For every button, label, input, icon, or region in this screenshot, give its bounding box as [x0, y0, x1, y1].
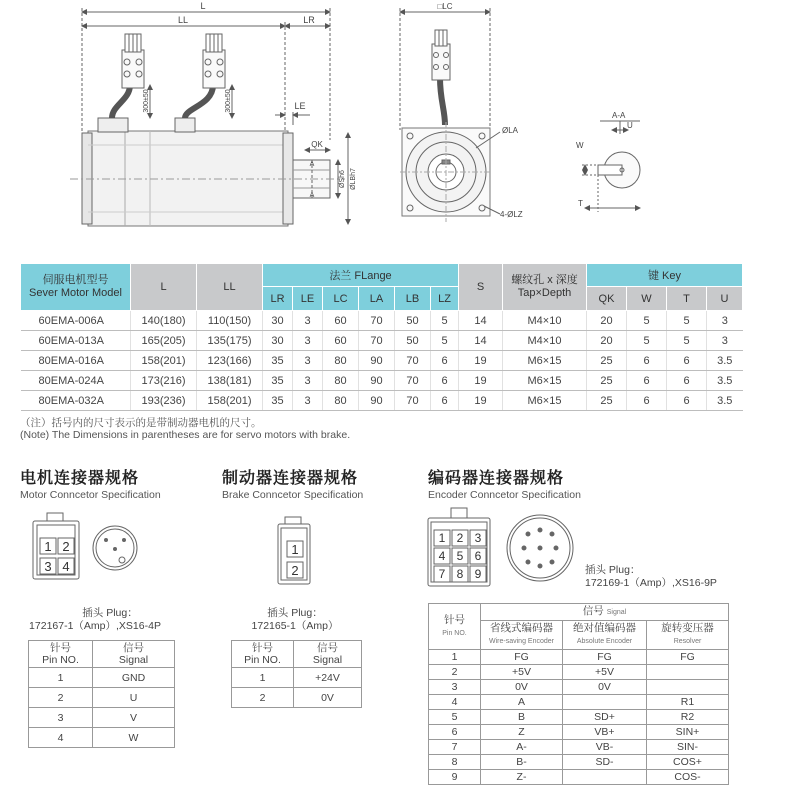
spec-cell: 6 — [431, 351, 459, 371]
pin-row — [232, 688, 362, 708]
encoder-pin-9: 9 — [474, 567, 482, 581]
pin-signal: U — [93, 688, 175, 708]
pin-signal: SD+ — [563, 710, 647, 725]
header-tap-cn: 螺纹孔 x 深度 — [511, 274, 578, 286]
pin-signal — [647, 680, 729, 695]
spec-cell: 19 — [459, 391, 503, 411]
brake-pin-header-cn: 针号 — [252, 642, 273, 654]
spec-cell: 5 — [667, 331, 707, 351]
pin-signal: FG — [647, 650, 729, 665]
motor-pin-header — [29, 641, 93, 668]
encoder-pin-4: 4 — [438, 549, 446, 563]
dim-AA: A-A — [612, 111, 626, 120]
motor-connector-subtitle: Motor Conncetor Specification — [20, 489, 161, 501]
spec-row — [21, 371, 743, 391]
header-key-w: W — [627, 287, 667, 311]
header-model-en: Sever Motor Model — [29, 287, 122, 299]
header-key-t: T — [667, 287, 707, 311]
brake-signal-header-cn: 信号 — [317, 642, 338, 654]
note-en: (Note) The Dimensions in parentheses are for servo motors with brake. — [20, 429, 351, 441]
note-cn: （注）括号内的尺寸表示的是带制动器电机的尺寸。 — [20, 417, 262, 429]
motor-plug-label: 插头 Plug： — [82, 607, 138, 619]
spec-cell: 6 — [667, 371, 707, 391]
cable-length-1: 300±50 — [143, 89, 150, 113]
pin-signal: R2 — [647, 710, 729, 725]
spec-cell: M4×10 — [503, 331, 587, 351]
spec-cell: M6×15 — [503, 371, 587, 391]
dim-LC: □LC — [437, 2, 453, 11]
header-key: 键 Key — [587, 264, 743, 287]
pin-signal: SIN+ — [647, 725, 729, 740]
spec-cell: 3.5 — [707, 391, 743, 411]
encoder-pin-header — [429, 604, 481, 650]
pin-row — [429, 695, 729, 710]
col2-cn: 绝对值编码器 — [573, 622, 636, 634]
col2-en: Absolute Encoder — [576, 638, 633, 645]
header-lc: LC — [323, 287, 359, 311]
brake-pin-2: 2 — [291, 563, 299, 578]
pin-signal: COS+ — [647, 755, 729, 770]
spec-cell: 60 — [323, 331, 359, 351]
spec-cell: 20 — [587, 311, 627, 331]
brake-pin-1: 1 — [291, 542, 299, 557]
pin-signal: +5V — [563, 665, 647, 680]
motor-pin-1: 1 — [44, 539, 52, 554]
encoder-plug-value: 172169-1（Amp）,XS16-9P — [585, 577, 717, 589]
spec-cell: 5 — [627, 331, 667, 351]
header-model — [21, 264, 131, 311]
brake-connector-section — [222, 465, 363, 501]
encoder-plug-caption — [585, 564, 717, 590]
encoder-pin-6: 6 — [474, 549, 482, 563]
pin-signal: +5V — [481, 665, 563, 680]
spec-cell: 6 — [627, 391, 667, 411]
brake-signal-header-en: Signal — [312, 654, 343, 666]
spec-cell: 6 — [431, 391, 459, 411]
col1-cn: 省线式编码器 — [490, 622, 553, 634]
spec-cell: 165(205) — [131, 331, 197, 351]
pin-row — [232, 668, 362, 688]
pin-row — [429, 725, 729, 740]
spec-cell: 158(201) — [197, 391, 263, 411]
model-cell: 80EMA-032A — [21, 391, 131, 411]
pin-signal: W — [93, 728, 175, 748]
pin-signal: Z — [481, 725, 563, 740]
header-le: LE — [293, 287, 323, 311]
motor-pin-table — [28, 640, 175, 748]
encoder-signal-header-en: Signal — [606, 609, 627, 616]
motor-signal-header-cn: 信号 — [123, 642, 144, 654]
dim-QK: QK — [311, 140, 323, 149]
brake-pin-body — [232, 668, 362, 708]
motor-connector-section — [20, 465, 161, 501]
spec-cell: 5 — [431, 311, 459, 331]
motor-front-view — [400, 8, 500, 222]
motor-plug-value: 172167-1（Amp）,XS16-4P — [29, 620, 161, 632]
pin-signal: 0V — [563, 680, 647, 695]
encoder-pin-8: 8 — [456, 567, 464, 581]
motor-signal-header — [93, 641, 175, 668]
spec-row — [21, 351, 743, 371]
pin-signal: SD- — [563, 755, 647, 770]
encoder-connector-drawing — [428, 508, 573, 586]
spec-cell: 25 — [587, 371, 627, 391]
spec-cell: 35 — [263, 391, 293, 411]
header-L: L — [131, 264, 197, 311]
pin-number: 4 — [29, 728, 93, 748]
spec-cell: 50 — [395, 331, 431, 351]
spec-cell: 25 — [587, 391, 627, 411]
dim-W: W — [576, 141, 584, 150]
spec-cell: 6 — [667, 351, 707, 371]
spec-cell: 5 — [667, 311, 707, 331]
spec-cell: 19 — [459, 351, 503, 371]
spec-cell: 70 — [395, 351, 431, 371]
spec-cell: 90 — [359, 371, 395, 391]
pin-signal: V — [93, 708, 175, 728]
pin-number: 3 — [29, 708, 93, 728]
spec-cell: 6 — [431, 371, 459, 391]
encoder-pin-table — [428, 603, 729, 785]
spec-cell: 19 — [459, 371, 503, 391]
dim-LE: LE — [294, 101, 306, 111]
model-cell: 80EMA-024A — [21, 371, 131, 391]
spec-cell: 70 — [359, 311, 395, 331]
spec-cell: 140(180) — [131, 311, 197, 331]
brake-plug-value: 172165-1（Amp） — [251, 620, 339, 632]
spec-row — [21, 311, 743, 331]
brake-plug-caption — [250, 607, 340, 633]
brake-connector-title: 制动器连接器规格 — [222, 468, 359, 487]
brake-pin-header-en: Pin NO. — [244, 654, 281, 666]
pin-row — [429, 755, 729, 770]
spec-cell: 158(201) — [131, 351, 197, 371]
spec-cell: 80 — [323, 391, 359, 411]
pin-signal: FG — [481, 650, 563, 665]
encoder-pin-body — [429, 650, 729, 785]
spec-cell: 80 — [323, 371, 359, 391]
dim-LR: LR — [303, 15, 315, 25]
spec-cell: 3 — [293, 371, 323, 391]
header-tap-en: Tap×Depth — [517, 287, 572, 299]
motor-side-view — [70, 8, 348, 226]
model-cell: 80EMA-016A — [21, 351, 131, 371]
pin-row — [429, 650, 729, 665]
dim-LL: LL — [177, 15, 189, 25]
pin-signal: FG — [563, 650, 647, 665]
header-S: S — [459, 264, 503, 311]
pin-number: 1 — [429, 650, 481, 665]
pin-row — [429, 710, 729, 725]
dim-LZ: 4-ØLZ — [500, 210, 523, 219]
motor-plug-caption — [29, 607, 170, 633]
pin-number: 4 — [429, 695, 481, 710]
header-LL: LL — [197, 264, 263, 311]
motor-spec-table — [20, 263, 743, 411]
motor-pin-header-cn: 针号 — [50, 642, 71, 654]
encoder-plug-label: 插头 Plug： — [585, 564, 641, 576]
encoder-pin-2: 2 — [456, 531, 464, 545]
pin-signal: A- — [481, 740, 563, 755]
encoder-pin-7: 7 — [438, 567, 446, 581]
dim-S: ØSh6 — [339, 170, 346, 188]
spec-cell: 3 — [293, 311, 323, 331]
pin-signal: SIN- — [647, 740, 729, 755]
spec-cell: 60 — [323, 311, 359, 331]
dim-L: L — [200, 1, 206, 11]
spec-cell: 3 — [707, 331, 743, 351]
spec-cell: 30 — [263, 331, 293, 351]
spec-cell: 3.5 — [707, 351, 743, 371]
pin-number: 3 — [429, 680, 481, 695]
pin-signal: B- — [481, 755, 563, 770]
col3-cn: 旋转变压器 — [661, 622, 714, 634]
pin-signal: +24V — [294, 668, 362, 688]
spec-cell: M6×15 — [503, 391, 587, 411]
col3-en: Resolver — [673, 638, 702, 645]
spec-cell: 80 — [323, 351, 359, 371]
brake-pin-table — [231, 640, 362, 708]
spec-cell: 3 — [293, 351, 323, 371]
dim-T: T — [578, 199, 583, 208]
spec-cell: 50 — [395, 311, 431, 331]
dim-A-top: A — [309, 161, 315, 168]
spec-cell: 70 — [359, 331, 395, 351]
motor-pin-body — [29, 668, 175, 748]
spec-cell: M4×10 — [503, 311, 587, 331]
spec-cell: 14 — [459, 331, 503, 351]
pin-signal: A — [481, 695, 563, 710]
encoder-connector-title: 编码器连接器规格 — [428, 468, 565, 487]
pin-number: 1 — [29, 668, 93, 688]
header-model-cn: 伺服电机型号 — [42, 274, 109, 286]
spec-cell: 3.5 — [707, 371, 743, 391]
spec-cell: 5 — [431, 331, 459, 351]
spec-cell: 6 — [627, 371, 667, 391]
encoder-signal-header — [481, 604, 729, 621]
pin-signal: GND — [93, 668, 175, 688]
spec-cell: 138(181) — [197, 371, 263, 391]
pin-signal — [647, 665, 729, 680]
motor-connector-title: 电机连接器规格 — [20, 468, 140, 487]
pin-number: 2 — [232, 688, 294, 708]
spec-cell: 35 — [263, 371, 293, 391]
spec-cell: 14 — [459, 311, 503, 331]
dim-LB: ØLBh7 — [350, 168, 357, 190]
header-lb: LB — [395, 287, 431, 311]
spec-cell: 90 — [359, 391, 395, 411]
header-lr: LR — [263, 287, 293, 311]
encoder-pin-3: 3 — [474, 531, 482, 545]
pin-number: 2 — [429, 665, 481, 680]
pin-number: 7 — [429, 740, 481, 755]
pin-row — [29, 688, 175, 708]
cable-length-2: 300±50 — [225, 89, 232, 113]
pin-signal: COS- — [647, 770, 729, 785]
encoder-signal-header-cn: 信号 — [582, 605, 604, 617]
encoder-col-wire-saving — [481, 621, 563, 650]
pin-number: 2 — [29, 688, 93, 708]
encoder-col-absolute — [563, 621, 647, 650]
header-la: LA — [359, 287, 395, 311]
encoder-col-resolver — [647, 621, 729, 650]
brake-connector-subtitle: Brake Conncetor Specification — [222, 489, 364, 501]
motor-pin-2: 2 — [62, 539, 70, 554]
pin-signal: 0V — [294, 688, 362, 708]
dim-A-bottom: A — [309, 192, 315, 199]
spec-cell: 90 — [359, 351, 395, 371]
pin-row — [29, 728, 175, 748]
spec-cell: 70 — [395, 391, 431, 411]
encoder-connector-subtitle: Encoder Conncetor Specification — [428, 489, 581, 501]
motor-pin-header-en: Pin NO. — [42, 654, 79, 666]
pin-signal: VB+ — [563, 725, 647, 740]
header-flange: 法兰 FLange — [263, 264, 459, 287]
header-tap — [503, 264, 587, 311]
spec-cell: 3 — [293, 331, 323, 351]
pin-signal: B — [481, 710, 563, 725]
brake-plug-label: 插头 Plug： — [267, 607, 323, 619]
spec-cell: M6×15 — [503, 351, 587, 371]
pin-row — [29, 668, 175, 688]
pin-signal — [563, 770, 647, 785]
spec-cell: 123(166) — [197, 351, 263, 371]
model-cell: 60EMA-013A — [21, 331, 131, 351]
encoder-pin-header-en: Pin NO. — [442, 629, 467, 637]
motor-pin-4: 4 — [62, 559, 70, 574]
pin-signal: R1 — [647, 695, 729, 710]
header-lz: LZ — [431, 287, 459, 311]
pin-row — [429, 680, 729, 695]
col1-en: Wire-saving Encoder — [489, 638, 554, 645]
model-cell: 60EMA-006A — [21, 311, 131, 331]
pin-number: 5 — [429, 710, 481, 725]
brake-pin-header — [232, 641, 294, 668]
header-key-qk: QK — [587, 287, 627, 311]
pin-row — [429, 665, 729, 680]
spec-cell: 3 — [293, 391, 323, 411]
pin-number: 9 — [429, 770, 481, 785]
pin-number: 8 — [429, 755, 481, 770]
spec-cell: 20 — [587, 331, 627, 351]
motor-signal-header-en: Signal — [118, 654, 149, 666]
encoder-pin-1: 1 — [438, 531, 446, 545]
dim-LA: ØLA — [502, 126, 519, 135]
brake-signal-header — [294, 641, 362, 668]
spec-row — [21, 391, 743, 411]
spec-cell: 3 — [707, 311, 743, 331]
dim-U: U — [627, 121, 633, 130]
pin-row — [429, 770, 729, 785]
pin-row — [29, 708, 175, 728]
encoder-pin-header-cn: 针号 — [444, 613, 465, 626]
spec-cell: 6 — [667, 391, 707, 411]
pin-row — [429, 740, 729, 755]
spec-cell: 193(236) — [131, 391, 197, 411]
spec-cell: 25 — [587, 351, 627, 371]
spec-cell: 70 — [395, 371, 431, 391]
encoder-pin-5: 5 — [456, 549, 464, 563]
spec-cell: 5 — [627, 311, 667, 331]
spec-cell: 35 — [263, 351, 293, 371]
pin-signal: VB- — [563, 740, 647, 755]
pin-number: 1 — [232, 668, 294, 688]
spec-cell: 6 — [627, 351, 667, 371]
pin-signal — [563, 695, 647, 710]
encoder-connector-labels — [439, 531, 482, 581]
spec-cell: 173(216) — [131, 371, 197, 391]
spec-cell: 30 — [263, 311, 293, 331]
spec-cell: 135(175) — [197, 331, 263, 351]
spec-row — [21, 331, 743, 351]
shaft-section-view — [582, 121, 640, 212]
pin-signal: Z- — [481, 770, 563, 785]
spec-cell: 110(150) — [197, 311, 263, 331]
pin-signal: 0V — [481, 680, 563, 695]
header-key-u: U — [707, 287, 743, 311]
pin-number: 6 — [429, 725, 481, 740]
encoder-connector-section — [428, 465, 581, 501]
motor-pin-3: 3 — [44, 559, 52, 574]
spec-table-body — [21, 311, 743, 411]
